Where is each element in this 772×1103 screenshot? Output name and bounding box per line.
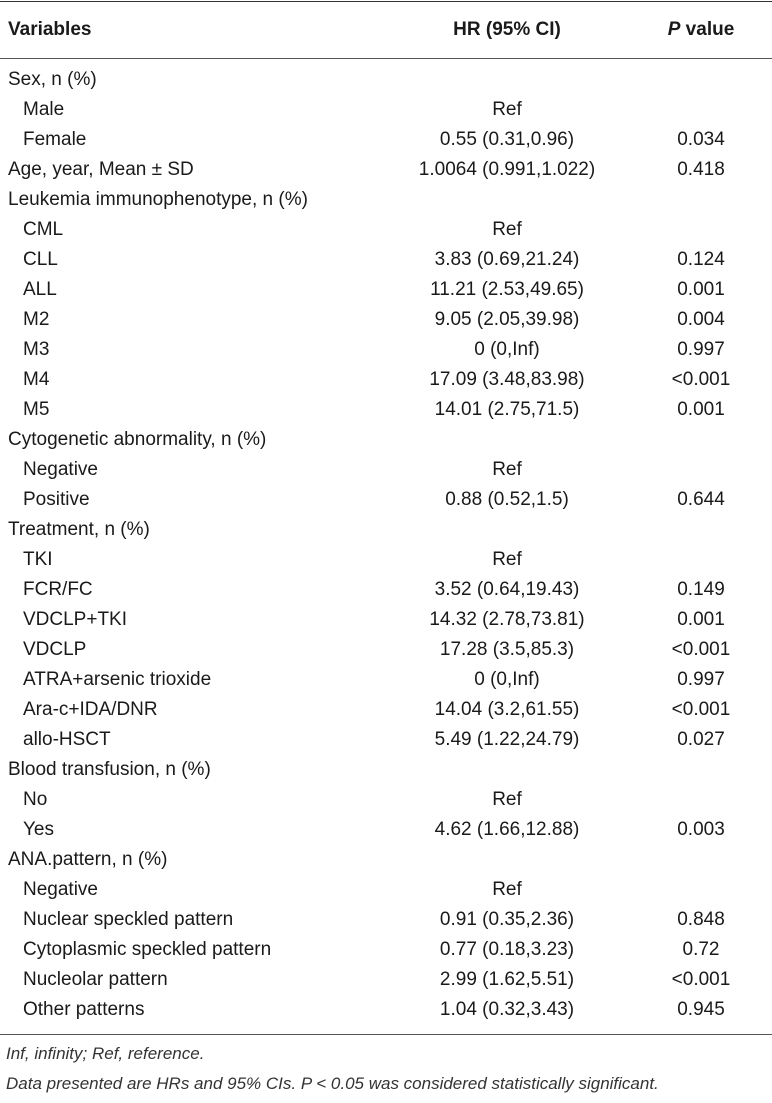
- row-label: M4: [23, 369, 50, 390]
- bottom-rule: [0, 1034, 772, 1035]
- row-label: M2: [23, 309, 50, 330]
- table-row: [0, 875, 772, 905]
- table-row: [0, 725, 772, 755]
- row-label: M5: [23, 399, 50, 420]
- row-label: Ara-c+IDA/DNR: [23, 699, 158, 720]
- header-p-italic: P: [667, 19, 681, 40]
- row-label: Blood transfusion, n (%): [8, 759, 211, 780]
- table-row: [0, 515, 772, 545]
- row-label: VDCLP: [23, 639, 87, 660]
- row-hr: Ref: [492, 459, 522, 480]
- row-label: Age, year, Mean ± SD: [8, 159, 194, 180]
- row-p-value: 0.124: [677, 249, 725, 270]
- table-header: [0, 2, 772, 59]
- header-p-value: [630, 19, 772, 41]
- row-hr: 14.32 (2.78,73.81): [429, 609, 585, 630]
- row-label: Other patterns: [23, 999, 145, 1020]
- row-label: Nucleolar pattern: [23, 969, 168, 990]
- row-hr: Ref: [492, 879, 522, 900]
- row-hr: 17.28 (3.5,85.3): [439, 639, 575, 660]
- table-row: [0, 995, 772, 1025]
- row-p-value: 0.997: [677, 669, 725, 690]
- row-label: M3: [23, 339, 50, 360]
- row-hr: 14.04 (3.2,61.55): [434, 699, 580, 720]
- row-hr: 2.99 (1.62,5.51): [439, 969, 575, 990]
- row-label: CML: [23, 219, 64, 240]
- table-row: [0, 485, 772, 515]
- row-hr: Ref: [492, 789, 522, 810]
- row-hr: 14.01 (2.75,71.5): [434, 399, 580, 420]
- table-row: [0, 395, 772, 425]
- row-label: Female: [23, 129, 87, 150]
- row-p-value: 0.004: [677, 309, 725, 330]
- row-p-value: 0.997: [677, 339, 725, 360]
- row-label: allo-HSCT: [23, 729, 111, 750]
- row-hr: 0 (0,Inf): [474, 669, 540, 690]
- row-label: FCR/FC: [23, 579, 93, 600]
- table-body: [0, 59, 772, 1025]
- table-row: [0, 695, 772, 725]
- row-p-value: 0.001: [677, 609, 725, 630]
- row-hr: 0.91 (0.35,2.36): [439, 909, 575, 930]
- table-row: [0, 65, 772, 95]
- table-row: [0, 815, 772, 845]
- footnote-significance: Data presented are HRs and 95% CIs. P < 0.05 was considered statistically significant.: [6, 1074, 659, 1093]
- row-hr: 0 (0,Inf): [474, 339, 540, 360]
- row-p-value: <0.001: [671, 639, 731, 660]
- row-hr: 0.77 (0.18,3.23): [439, 939, 575, 960]
- row-p-value: 0.418: [677, 159, 725, 180]
- row-hr: 4.62 (1.66,12.88): [434, 819, 580, 840]
- row-hr: 11.21 (2.53,49.65): [430, 279, 584, 300]
- row-label: Yes: [23, 819, 54, 840]
- row-p-value: 0.945: [677, 999, 725, 1020]
- row-label: Positive: [23, 489, 90, 510]
- table-row: [0, 545, 772, 575]
- table-row: [0, 365, 772, 395]
- table-row: [0, 905, 772, 935]
- row-label: Treatment, n (%): [8, 519, 150, 540]
- row-label: Negative: [23, 459, 98, 480]
- row-p-value: 0.027: [677, 729, 725, 750]
- table-row: [0, 845, 772, 875]
- table-row: [0, 335, 772, 365]
- header-variables: Variables: [8, 19, 92, 40]
- row-label: No: [23, 789, 48, 810]
- row-label: ALL: [23, 279, 57, 300]
- table-row: [0, 455, 772, 485]
- row-label: TKI: [23, 549, 53, 570]
- row-p-value: 0.001: [677, 279, 725, 300]
- row-p-value: 0.644: [677, 489, 725, 510]
- row-label: Cytoplasmic speckled pattern: [23, 939, 272, 960]
- row-hr: Ref: [492, 549, 522, 570]
- row-p-value: 0.003: [677, 819, 725, 840]
- table-row: [0, 755, 772, 785]
- row-p-value: 0.149: [677, 579, 725, 600]
- row-hr: 3.83 (0.69,21.24): [434, 249, 580, 270]
- row-hr: Ref: [492, 219, 522, 240]
- row-label: Cytogenetic abnormality, n (%): [8, 429, 267, 450]
- table-row: [0, 215, 772, 245]
- row-hr: 9.05 (2.05,39.98): [434, 309, 580, 330]
- row-hr: 1.04 (0.32,3.43): [439, 999, 575, 1020]
- row-p-value: 0.848: [677, 909, 725, 930]
- table-row: [0, 665, 772, 695]
- row-p-value: <0.001: [671, 969, 731, 990]
- table-row: [0, 965, 772, 995]
- table-row: [0, 185, 772, 215]
- table-row: [0, 635, 772, 665]
- table-row: [0, 305, 772, 335]
- row-label: Negative: [23, 879, 98, 900]
- row-label: ATRA+arsenic trioxide: [23, 669, 212, 690]
- row-hr: 3.52 (0.64,19.43): [434, 579, 580, 600]
- row-hr: 0.88 (0.52,1.5): [445, 489, 569, 510]
- table-row: [0, 785, 772, 815]
- row-hr: 17.09 (3.48,83.98): [429, 369, 585, 390]
- row-label: Nuclear speckled pattern: [23, 909, 234, 930]
- table-row: [0, 275, 772, 305]
- row-p-value: <0.001: [671, 699, 731, 720]
- row-hr: Ref: [492, 99, 522, 120]
- header-p-rest: value: [680, 19, 735, 40]
- table-row: [0, 575, 772, 605]
- table-row: [0, 95, 772, 125]
- footnote-abbreviations: Inf, infinity; Ref, reference.: [6, 1044, 205, 1063]
- row-label: Sex, n (%): [8, 69, 97, 90]
- row-label: ANA.pattern, n (%): [8, 849, 168, 870]
- table-row: [0, 935, 772, 965]
- row-hr: 1.0064 (0.991,1.022): [418, 159, 596, 180]
- row-p-value: 0.72: [682, 939, 720, 960]
- row-label: CLL: [23, 249, 58, 270]
- row-label: Male: [23, 99, 65, 120]
- row-label: Leukemia immunophenotype, n (%): [8, 189, 308, 210]
- hazard-ratio-table: [0, 1, 772, 1094]
- table-row: [0, 245, 772, 275]
- table-row: [0, 605, 772, 635]
- row-hr: 5.49 (1.22,24.79): [434, 729, 580, 750]
- table-row: [0, 425, 772, 455]
- row-label: VDCLP+TKI: [23, 609, 128, 630]
- row-p-value: <0.001: [671, 369, 731, 390]
- row-p-value: 0.001: [677, 399, 725, 420]
- table-row: [0, 125, 772, 155]
- row-hr: 0.55 (0.31,0.96): [439, 129, 575, 150]
- row-p-value: 0.034: [677, 129, 725, 150]
- table-row: [0, 155, 772, 185]
- header-hr: HR (95% CI): [453, 19, 561, 40]
